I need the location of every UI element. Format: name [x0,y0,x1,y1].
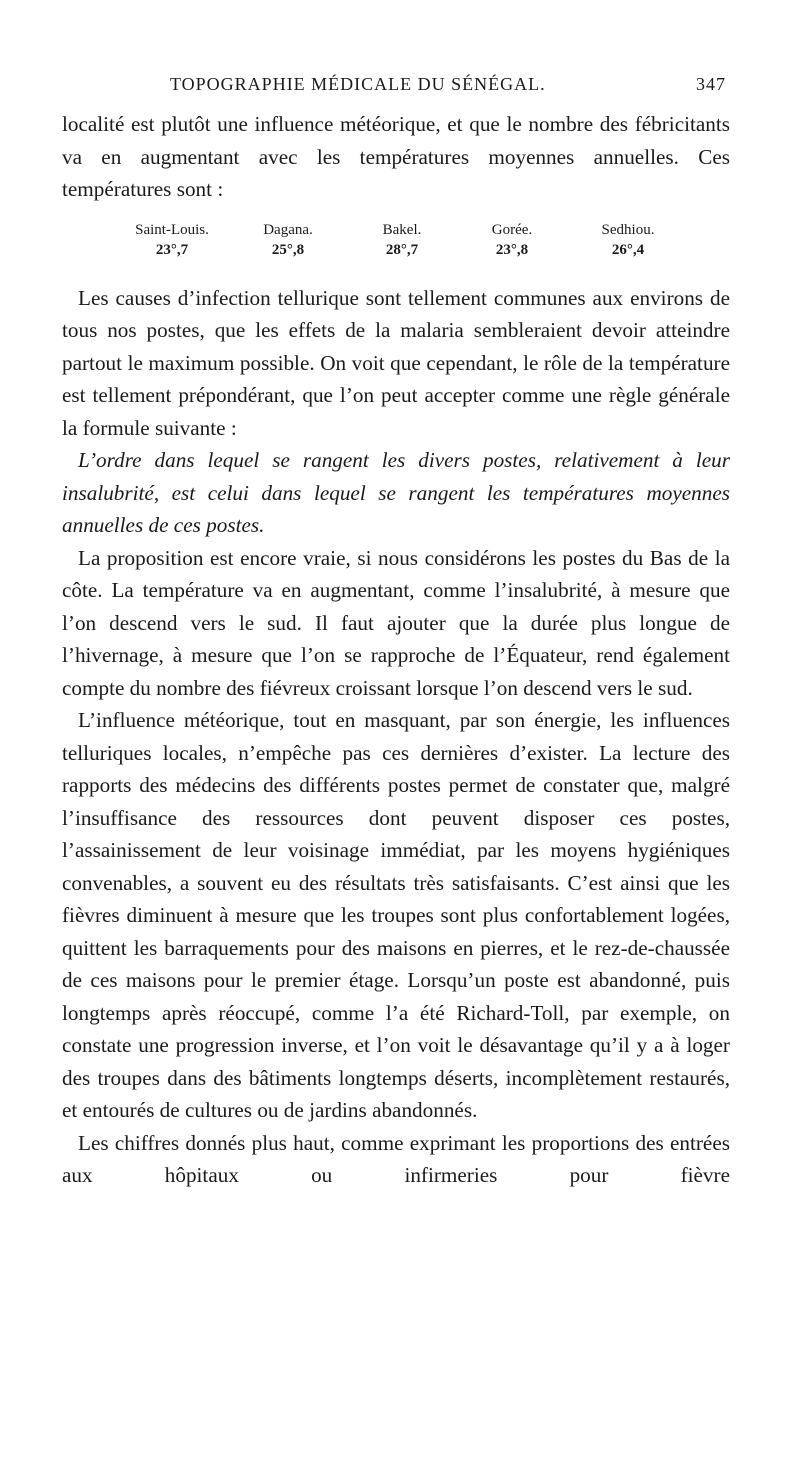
station-temperature: 28°,7 [385,241,419,258]
paragraph-figures: Les chiffres donnés plus haut, comme exprimant les proportions des entrées aux hôpitaux ou infirmeries pour fièvre [62,1130,730,1187]
paragraph-proposition: La proposition est encore vraie, si nous considérons les postes du Bas de la côte. La température va en augmentant, comme l’insalubrité, à mesure que l’on descend vers le sud. Il faut ajouter que la durée plus longue de l’hivernage, à mesure que l’on se rapproche de l’Équateur, rend également compte du nombre des fiévreux croissant lorsque l’on descend vers le sud. [62,545,730,700]
body-text [62,108,730,1192]
paragraph-infection: Les causes d’infection tellurique sont tellement communes aux environs de tous nos postes, que les effets de la malaria sembleraient devoir atteindre partout le maximum possible. On voit que cependant, le rôle de la température est tellement prépondérant, que l’on peut accepter comme une règle générale la formule suivante : [62,285,730,440]
station-name: Dagana. [263,221,313,238]
station-temperature: 23°,8 [495,241,529,258]
station-temperature: 26°,4 [611,241,645,258]
temp-saint-louis [122,220,222,260]
paragraph-rule: L’ordre dans lequel se rangent les divers postes, relativement à leur insalubrité, est celui dans lequel se rangent les températures moyennes annuelles de ces postes. [62,448,730,537]
station-name: Gorée. [491,221,533,238]
station-name: Saint-Louis. [135,221,209,238]
temp-goree [462,220,562,260]
station-name: Sedhiou. [601,221,655,238]
station-name: Bakel. [382,221,422,238]
temperature-table [62,206,730,282]
station-temperature: 25°,8 [271,241,305,258]
running-title: TOPOGRAPHIE MÉDICALE DU SÉNÉGAL. [170,74,546,94]
page-number: 347 [696,74,726,94]
running-header [62,70,730,102]
paragraph-meteoric-influence: L’influence météorique, tout en masquant, par son énergie, les influences telluriques locales, n’empêche pas ces dernières d’exister. La lecture des rapports des médecins des différents postes permet de constater que, malgré l’insuffisance des ressources dont peuvent disposer ces postes, l’assainissement de leur voisinage immédiat, par les moyens hygiéniques convenables, a souvent eu des résultats très satisfaisants. C’est ainsi que les fièvres diminuent à mesure que les troupes sont plus confortablement logées, quittent les barraquements pour des maisons en pierres, et le rez-de-chaussée de ces maisons pour le premier étage. Lorsqu’un poste est abandonné, puis longtemps après réoccupé, comme l’a été Richard-Toll, par exemple, on constate une progression inverse, et l’on voit le désavantage qu’il y a à loger des troupes dans des bâtiments longtemps déserts, incomplètement restaurés, et entourés de cultures ou de jardins abandonnés. [62,708,730,1122]
temp-bakel [352,220,452,260]
intro-paragraph: localité est plutôt une influence météorique, et que le nombre des fébricitants va en augmentant avec les températures moyennes annuelles. Ces températures sont : [62,112,730,201]
temp-sedhiou [578,220,678,260]
temp-dagana [238,220,338,260]
station-temperature: 23°,7 [155,241,189,258]
